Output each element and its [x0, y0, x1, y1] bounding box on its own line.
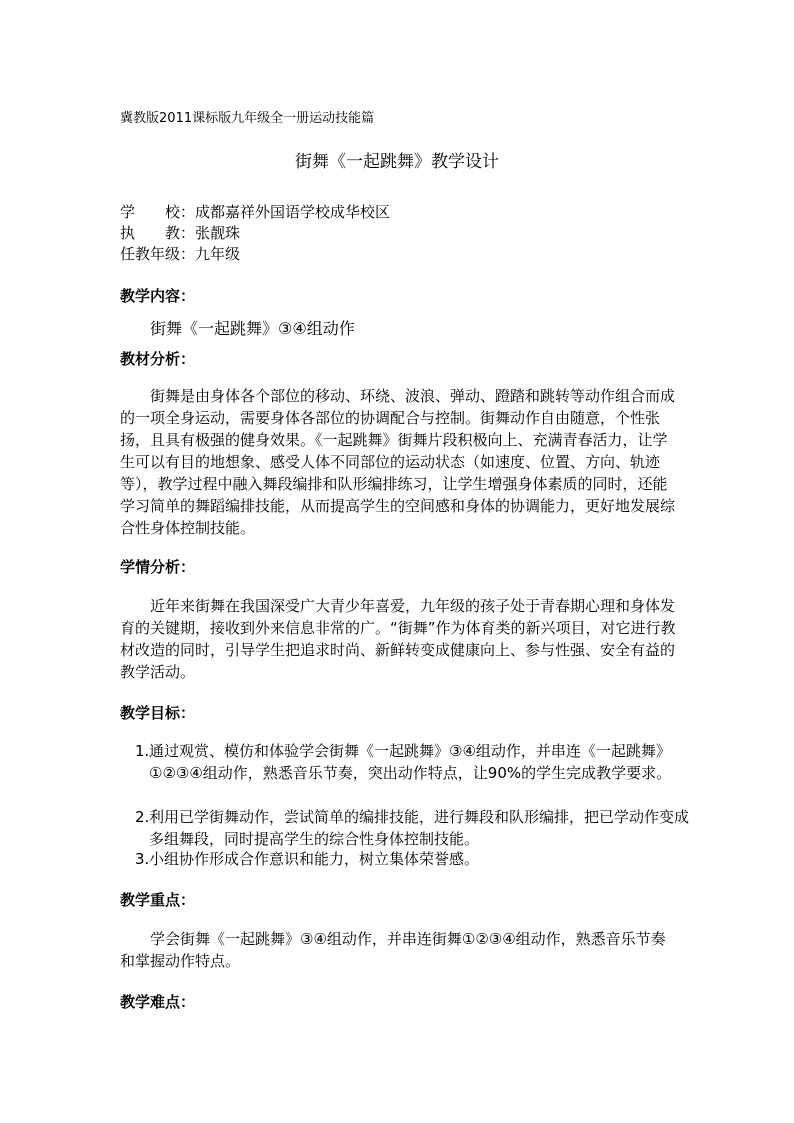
keypoints-paragraph: 学会街舞《一起跳舞》③④组动作，并串连街舞①②③④组动作，熟悉音乐节奏和掌握动作特点。: [120, 930, 666, 970]
goal-text: 利用已学街舞动作，尝试简单的编排技能，进行舞段和队形编排，把已学动作变成多组舞段，同时提高学生的综合性身体控制技能。: [149, 808, 690, 848]
info-label: 学 校：: [120, 203, 196, 221]
info-label: 任教年级：: [120, 245, 196, 263]
goal-number: 3.: [135, 850, 150, 868]
students-paragraph: 近年来街舞在我国深受广大青少年喜爱，九年级的孩子处于青春期心理和身体发育的关键期，接收到外来信息非常的广。“街舞”作为体育类的新兴项目，对它进行教材改造的同时，引导学生把追求时尚、新鲜转变成健康向上、参与性强、安全有益的教学活动。: [120, 597, 676, 681]
section-heading-students: 学情分析：: [120, 558, 196, 576]
document-header: 冀教版2011课标版九年级全一册运动技能篇: [120, 111, 375, 126]
section-heading-difficulty: 教学难点：: [120, 993, 196, 1011]
content-text: 街舞《一起跳舞》③④组动作: [150, 319, 355, 338]
goal-item: [135, 740, 694, 784]
section-heading-goals: 教学目标：: [120, 704, 196, 722]
info-value: 成都嘉祥外国语学校成华校区: [195, 203, 391, 221]
goal-item: [135, 806, 694, 850]
analysis-paragraph: 街舞是由身体各个部位的移动、环绕、波浪、弹动、蹬踏和跳转等动作组合而成的一项全身运动，需要身体各部位的协调配合与控制。街舞动作自由随意，个性张扬，且具有极强的健身效果。《一起跳舞》街舞片段积极向上、充满青春活力，让学生可以有目的地想象、感受人体不同部位的运动状态（如速度、位置、方向、轨迹等），教学过程中融入舞段编排和队形编排练习，让学生增强身体素质的同时，还能学习简单的舞蹈编排技能，从而提高学生的空间感和身体的协调能力，更好地发展综合性身体控制技能。: [120, 387, 676, 537]
goal-item: [135, 848, 694, 870]
section-heading-keypoints: 教学重点：: [120, 891, 196, 909]
info-row-school: [120, 201, 390, 222]
goal-number: 2.: [135, 808, 150, 826]
section-heading-analysis: 教材分析：: [120, 350, 196, 368]
goal-number: 1.: [135, 742, 150, 760]
document-title: 街舞《一起跳舞》教学设计: [295, 152, 499, 172]
goal-text: 通过观赏、模仿和体验学会街舞《一起跳舞》③④组动作，并串连《一起跳舞》①②③④组动作，熟悉音乐节奏，突出动作特点，让90%的学生完成教学要求。: [149, 742, 672, 782]
info-row-grade: [120, 243, 240, 264]
section-heading-content: 教学内容：: [120, 287, 196, 305]
info-value: 九年级: [195, 245, 241, 263]
info-value: 张靓珠: [195, 224, 241, 242]
info-label: 执 教：: [120, 224, 196, 242]
info-row-teacher: [120, 222, 240, 243]
goal-text: 小组协作形成合作意识和能力，树立集体荣誉感。: [149, 850, 480, 868]
